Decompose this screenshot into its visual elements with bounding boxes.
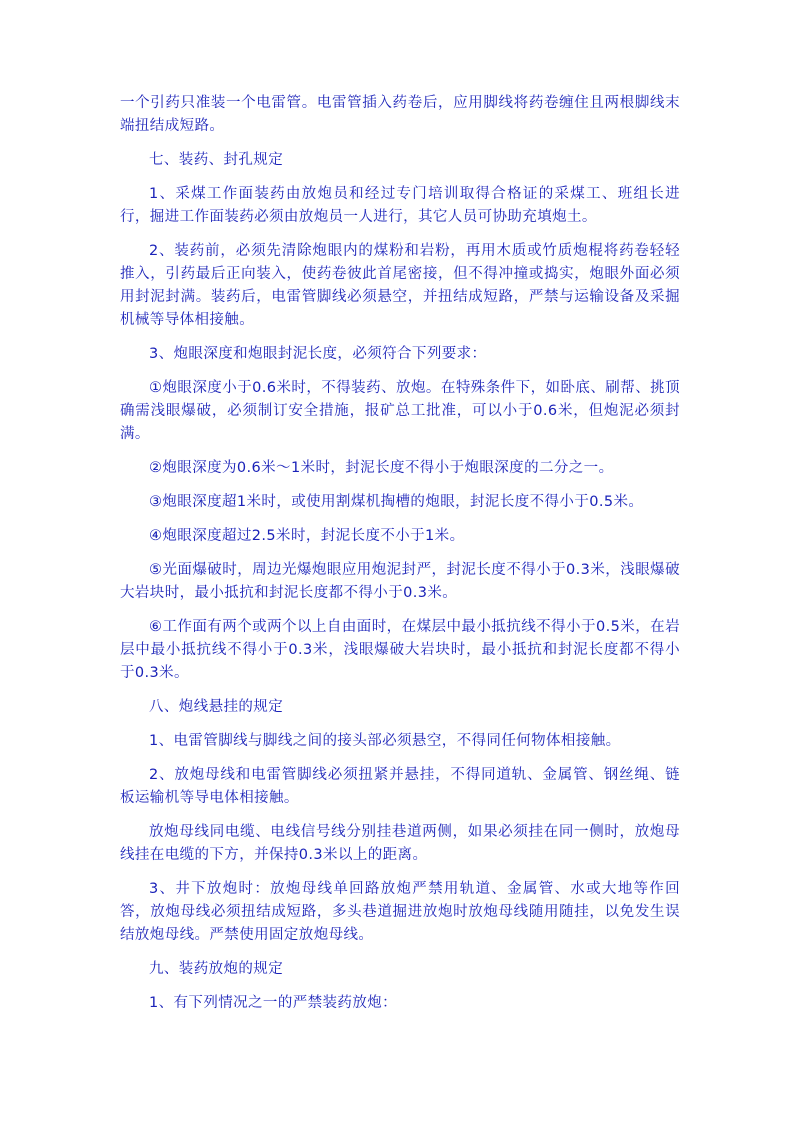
paragraph: 1、电雷管脚线与脚线之间的接头部必须悬空，不得同任何物体相接触。 [149,733,621,749]
paragraph: 1、采煤工作面装药由放炮员和经过专门培训取得合格证的采煤工、班组长进行，掘进工作面装药必须由放炮员一人进行，其它人员可协助充填炮土。 [120,186,680,225]
list-item: ②炮眼深度为0.6米～1米时，封泥长度不得小于炮眼深度的二分之一。 [149,460,614,476]
document-body [120,92,680,1026]
list-item: ④炮眼深度超过2.5米时，封泥长度不小于1米。 [149,528,465,544]
list-item: ③炮眼深度超1米时，或使用割煤机掏槽的炮眼，封泥长度不得小于0.5米。 [149,494,644,510]
list-item: ⑥工作面有两个或两个以上自由面时，在煤层中最小抵抗线不得小于0.5米，在岩层中最小抵抗线不得小于0.3米，浅眼爆破大岩块时，最小抵抗和封泥长度都不得小于0.3米。 [120,619,680,681]
paragraph: 放炮母线同电缆、电线信号线分别挂巷道两侧，如果必须挂在同一侧时，放炮母线挂在电缆的下方，并保持0.3米以上的距离。 [120,824,680,863]
section-heading-8: 八、炮线悬挂的规定 [149,699,284,715]
paragraph: 3、井下放炮时：放炮母线单回路放炮严禁用轨道、金属管、水或大地等作回答，放炮母线必须扭结成短路，多头巷道掘进放炮时放炮母线随用随挂，以免发生误结放炮母线。严禁使用固定放炮母线。 [120,881,680,943]
section-heading-7: 七、装药、封孔规定 [149,152,284,168]
paragraph: 1、有下列情况之一的严禁装药放炮： [149,995,398,1011]
section-heading-9: 九、装药放炮的规定 [149,961,284,977]
paragraph: 2、放炮母线和电雷管脚线必须扭紧并悬挂，不得同道轨、金属管、钢丝绳、链板运输机等导电体相接触。 [120,767,680,806]
paragraph: 2、装药前，必须先清除炮眼内的煤粉和岩粉，再用木质或竹质炮棍将药卷轻轻推入，引药最后正向装入，使药卷彼此首尾密接，但不得冲撞或捣实，炮眼外面必须用封泥封满。装药后，电雷管脚线必须悬空，并扭结成短路，严禁与运输设备及采掘机械等导体相接触。 [120,243,680,328]
paragraph-continuation: 一个引药只准装一个电雷管。电雷管插入药卷后，应用脚线将药卷缠住且两根脚线末端扭结成短路。 [120,95,680,134]
list-item: ①炮眼深度小于0.6米时，不得装药、放炮。在特殊条件下，如卧底、刷帮、挑顶确需浅眼爆破，必须制订安全措施，报矿总工批准，可以小于0.6米，但炮泥必须封满。 [120,380,680,442]
paragraph: 3、炮眼深度和炮眼封泥长度，必须符合下列要求： [149,346,487,362]
list-item: ⑤光面爆破时，周边光爆炮眼应用炮泥封严，封泥长度不得小于0.3米，浅眼爆破大岩块时，最小抵抗和封泥长度都不得小于0.3米。 [120,562,680,601]
